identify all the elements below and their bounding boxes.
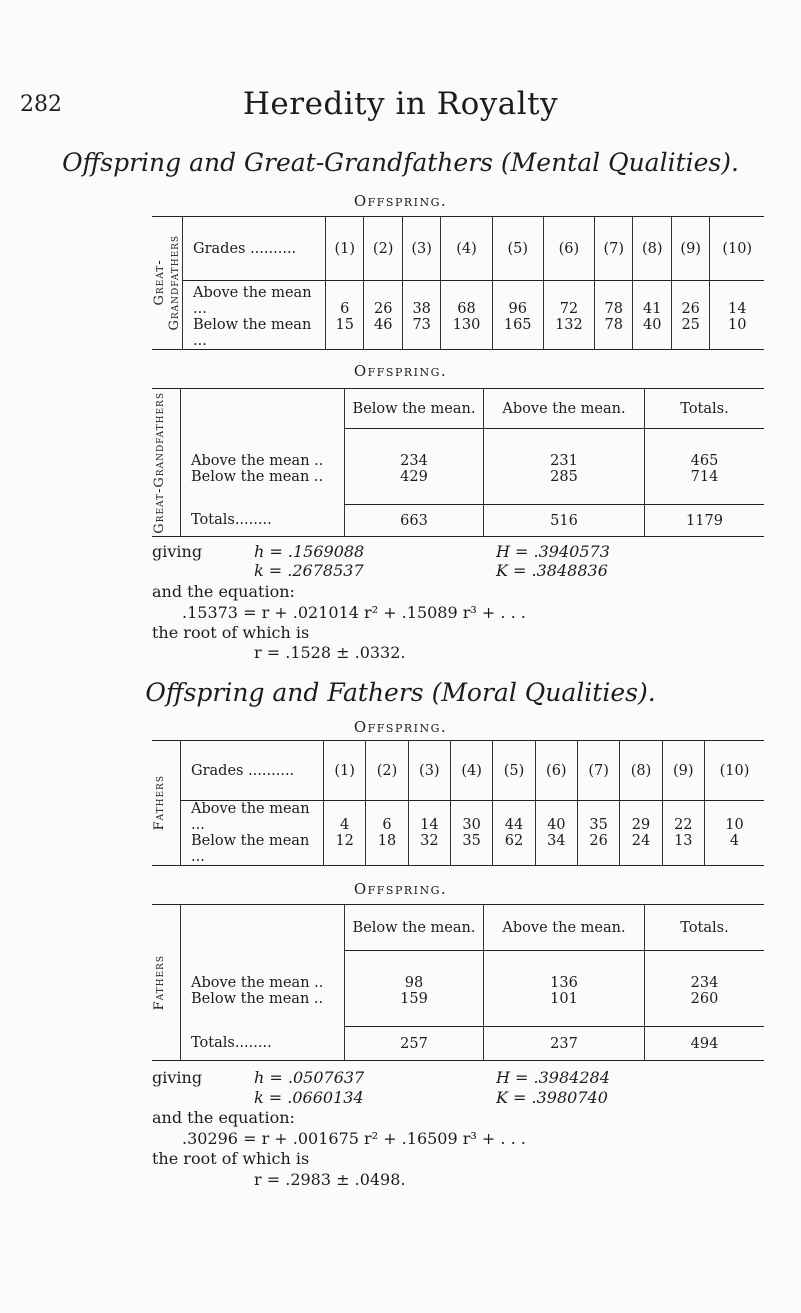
table-cell: 78 xyxy=(595,281,633,317)
table-cell: 234 xyxy=(645,951,765,991)
table-cell: 257 xyxy=(345,1027,484,1061)
table-cell: 40 xyxy=(535,801,577,834)
K-value: K = .3848836 xyxy=(496,561,608,580)
grade-header: (6) xyxy=(535,741,577,801)
table-cell: 429 xyxy=(345,469,484,505)
table-cell: 46 xyxy=(364,317,402,350)
grade-header: (7) xyxy=(595,217,633,281)
h-value: h = .1569088 xyxy=(254,542,365,561)
table-cell: 4 xyxy=(324,801,366,834)
table-cell: 25 xyxy=(671,317,709,350)
table-cell: 98 xyxy=(345,951,484,991)
row-label: Below the mean ... xyxy=(183,317,326,350)
table-cell: 26 xyxy=(671,281,709,317)
table-cell: 72 xyxy=(543,281,594,317)
s2-table2-caption: Offspring. xyxy=(353,880,448,898)
table-cell: 78 xyxy=(595,317,633,350)
s1-grades-table xyxy=(152,216,764,350)
equation: .15373 = r + .021014 r² + .15089 r³ + . . . xyxy=(182,603,526,622)
row-label: Above the mean ... xyxy=(181,801,324,834)
grade-header: (9) xyxy=(671,217,709,281)
s1-summary-side-label: Great-Grandfathers xyxy=(152,391,167,534)
table-cell: 136 xyxy=(484,951,645,991)
s2-grades-table xyxy=(152,740,764,866)
page-number: 282 xyxy=(20,92,62,117)
grade-header: (10) xyxy=(710,217,764,281)
table-cell: 6 xyxy=(366,801,408,834)
table-cell: 35 xyxy=(577,801,619,834)
section2-title: Offspring and Fathers (Moral Qualities). xyxy=(145,678,656,707)
table-cell: 101 xyxy=(484,991,645,1027)
row-label: Above the mean ... xyxy=(183,281,326,317)
h-value: h = .0507637 xyxy=(254,1068,365,1087)
root-intro: the root of which is xyxy=(152,1149,310,1168)
table-cell: 96 xyxy=(492,281,543,317)
table-cell: 237 xyxy=(484,1027,645,1061)
k-value: k = .0660134 xyxy=(254,1088,364,1107)
s2-table1-caption: Offspring. xyxy=(353,718,448,736)
table-cell: 41 xyxy=(633,281,671,317)
table-cell: 18 xyxy=(366,833,408,866)
col-header: Totals. xyxy=(645,389,765,429)
grades-label: Grades .......... xyxy=(183,217,326,281)
H-value: H = .3940573 xyxy=(496,542,610,561)
s2-summary-side-label: Fathers xyxy=(152,954,167,1011)
table-cell: 132 xyxy=(543,317,594,350)
table-cell: 4 xyxy=(704,833,764,866)
table-cell: 663 xyxy=(345,505,484,537)
table-cell: 165 xyxy=(492,317,543,350)
grades-label: Grades .......... xyxy=(181,741,324,801)
grade-header: (8) xyxy=(620,741,662,801)
grade-header: (1) xyxy=(324,741,366,801)
running-head: Heredity in Royalty xyxy=(242,86,559,122)
col-header: Below the mean. xyxy=(345,905,484,951)
totals-label: Totals........ xyxy=(181,1027,345,1061)
table-cell: 40 xyxy=(633,317,671,350)
table-cell: 62 xyxy=(493,833,535,866)
row-label: Above the mean .. xyxy=(181,951,345,991)
grade-header: (5) xyxy=(493,741,535,801)
s1-summary-table xyxy=(152,388,764,537)
col-header: Above the mean. xyxy=(484,389,645,429)
equation-intro: and the equation: xyxy=(152,582,295,601)
table-cell: 465 xyxy=(645,429,765,469)
root-value: r = .2983 ± .0498. xyxy=(254,1170,406,1189)
equation-intro: and the equation: xyxy=(152,1108,295,1127)
grade-header: (8) xyxy=(633,217,671,281)
totals-label: Totals........ xyxy=(181,505,345,537)
table-cell: 494 xyxy=(645,1027,765,1061)
table-cell: 14 xyxy=(727,300,747,317)
grade-header: (4) xyxy=(441,217,492,281)
table-cell: 231 xyxy=(484,429,645,469)
table-cell: 516 xyxy=(484,505,645,537)
grade-header: (2) xyxy=(364,217,402,281)
table-cell: 22 xyxy=(662,801,704,834)
table-cell: 35 xyxy=(450,833,492,866)
table-cell: 24 xyxy=(620,833,662,866)
row-label: Below the mean ... xyxy=(181,833,324,866)
table-cell: 13 xyxy=(662,833,704,866)
table-cell: 159 xyxy=(345,991,484,1027)
giving-word: giving xyxy=(152,1068,203,1087)
s1-table1-caption: Offspring. xyxy=(353,192,448,210)
table-cell: 14 xyxy=(408,801,450,834)
grade-header: (6) xyxy=(543,217,594,281)
table-cell: 1179 xyxy=(645,505,765,537)
col-header: Totals. xyxy=(645,905,765,951)
K-value: K = .3980740 xyxy=(496,1088,608,1107)
grade-header: (3) xyxy=(408,741,450,801)
table-cell: 260 xyxy=(690,990,719,1007)
grade-header: (5) xyxy=(492,217,543,281)
table-cell: 68 xyxy=(441,281,492,317)
grade-header: (9) xyxy=(662,741,704,801)
row-label: Above the mean .. xyxy=(181,429,345,469)
table-cell: 26 xyxy=(577,833,619,866)
table-cell: 130 xyxy=(441,317,492,350)
table-cell: 73 xyxy=(402,317,440,350)
grade-header: (10) xyxy=(704,741,764,801)
table-cell: 15 xyxy=(326,317,364,350)
s2-side-label: Fathers xyxy=(152,775,167,831)
H-value: H = .3984284 xyxy=(496,1068,610,1087)
root-value: r = .1528 ± .0332. xyxy=(254,643,406,662)
grade-header: (3) xyxy=(402,217,440,281)
grade-header: (4) xyxy=(450,741,492,801)
table-cell: 29 xyxy=(620,801,662,834)
grade-header: (7) xyxy=(577,741,619,801)
table-cell: 30 xyxy=(450,801,492,834)
table-cell: 234 xyxy=(345,429,484,469)
table-cell: 10 xyxy=(725,817,744,833)
equation: .30296 = r + .001675 r² + .16509 r³ + . . . xyxy=(182,1129,526,1148)
table-cell: 26 xyxy=(364,281,402,317)
col-header: Below the mean. xyxy=(345,389,484,429)
row-label: Below the mean .. xyxy=(181,991,345,1027)
col-header: Above the mean. xyxy=(484,905,645,951)
table-cell: 34 xyxy=(535,833,577,866)
row-label: Below the mean .. xyxy=(181,469,345,505)
giving-word: giving xyxy=(152,542,203,561)
grade-header: (1) xyxy=(326,217,364,281)
table-cell: 10 xyxy=(710,317,764,350)
s2-summary-table xyxy=(152,904,764,1061)
table-cell: 38 xyxy=(402,281,440,317)
table-cell: 714 xyxy=(690,468,719,485)
s1-table2-caption: Offspring. xyxy=(353,362,448,380)
grade-header: (2) xyxy=(366,741,408,801)
section1-title: Offspring and Great-Grandfathers (Mental Qualities). xyxy=(62,148,739,177)
root-intro: the root of which is xyxy=(152,623,310,642)
table-cell: 32 xyxy=(408,833,450,866)
s1-side-label: Great-Grandfathers xyxy=(152,234,182,331)
k-value: k = .2678537 xyxy=(254,561,364,580)
table-cell: 285 xyxy=(484,469,645,505)
table-cell: 6 xyxy=(326,281,364,317)
table-cell: 12 xyxy=(324,833,366,866)
table-cell: 44 xyxy=(493,801,535,834)
